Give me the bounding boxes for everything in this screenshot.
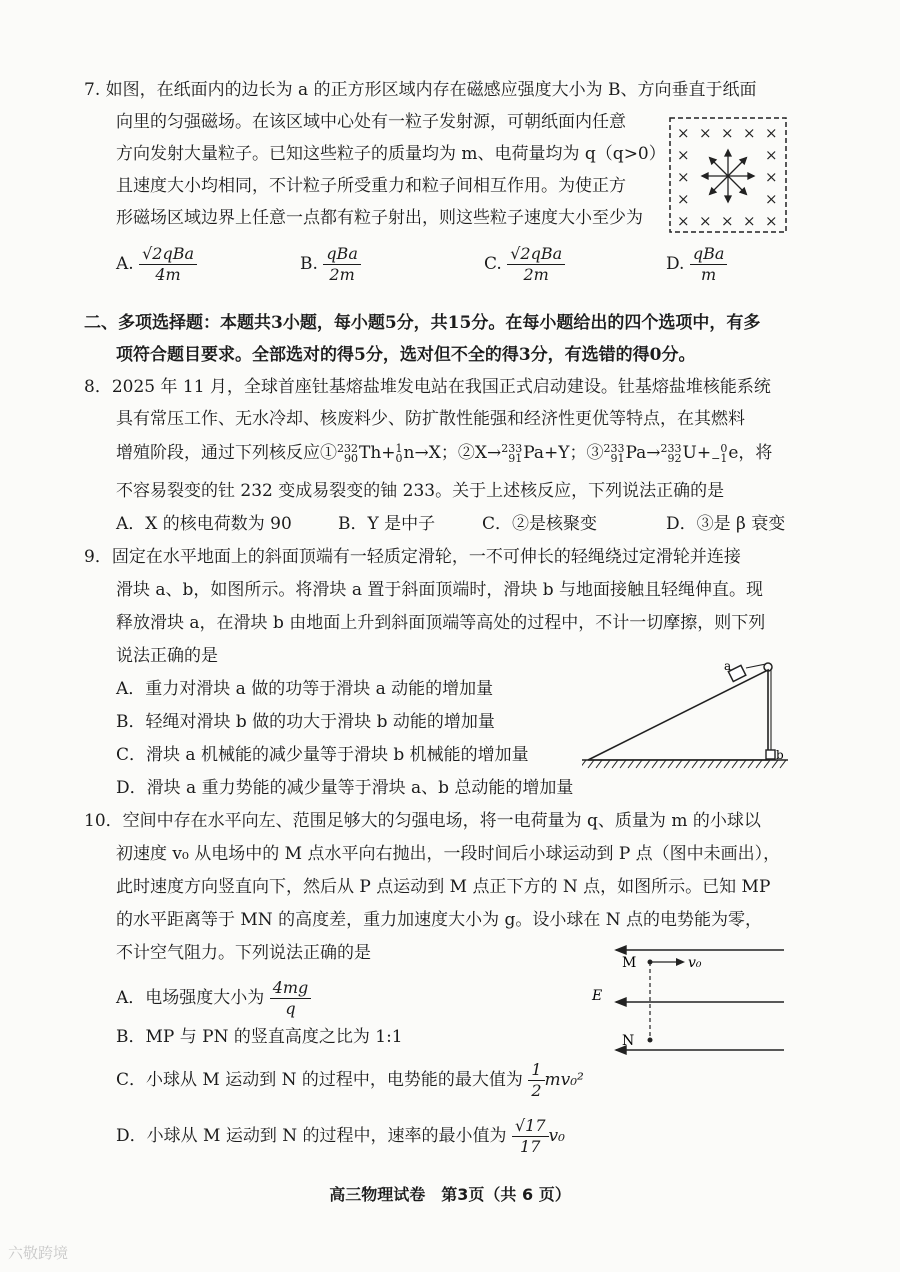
q9-option-a[interactable]: A．重力对滑块 a 做的功等于滑块 a 动能的增加量 bbox=[116, 679, 494, 699]
label-N: N bbox=[622, 1033, 635, 1049]
field-cross: × bbox=[677, 146, 690, 164]
fraction: $\frac{\text{qBa}}{2m}$ bbox=[323, 244, 361, 285]
q8-option-a[interactable]: A．X 的核电荷数为 90 bbox=[116, 514, 292, 534]
fraction: $\frac{\text{qBa}}{m}$ bbox=[690, 244, 728, 285]
q7-line-1: 7. 如图，在纸面内的边长为 a 的正方形区域内存在磁感应强度大小为 B、方向垂直于纸面 bbox=[84, 80, 757, 100]
field-cross: × bbox=[743, 212, 756, 230]
q9-line-1: 9．固定在水平地面上的斜面顶端有一轻质定滑轮，一不可伸长的轻绳绕过定滑轮并连接 bbox=[84, 547, 741, 567]
field-cross: × bbox=[765, 212, 778, 230]
field-cross: × bbox=[699, 124, 712, 142]
q7-line-4: 且速度大小均相同，不计粒子所受重力和粒子间相互作用。为使正方 bbox=[116, 176, 626, 196]
q9-line-3: 释放滑块 a，在滑块 b 由地面上升到斜面顶端等高处的过程中，不计一切摩擦，则下列 bbox=[116, 613, 766, 633]
electric-field-figure bbox=[586, 936, 786, 1058]
label-M: M bbox=[622, 955, 637, 971]
q8-option-b[interactable]: B．Y 是中子 bbox=[338, 514, 436, 534]
label-b: b bbox=[776, 748, 784, 762]
fraction: $\frac{\text{√2qBa}}{4m}$ bbox=[139, 244, 197, 285]
ground-hatch bbox=[684, 760, 690, 768]
ground-hatch bbox=[652, 760, 658, 768]
q9-option-b[interactable]: B．轻绳对滑块 b 做的功大于滑块 b 动能的增加量 bbox=[116, 712, 495, 732]
ray-arrowhead bbox=[725, 196, 731, 202]
ground-hatch bbox=[724, 760, 730, 768]
option-label: B. bbox=[300, 254, 318, 274]
field-cross: × bbox=[721, 124, 734, 142]
magnetic-field-figure bbox=[668, 116, 788, 234]
ray-arrowhead bbox=[702, 173, 708, 179]
ray-arrowhead bbox=[748, 173, 754, 179]
field-cross: × bbox=[677, 190, 690, 208]
q10-option-d[interactable]: D．小球从 M 运动到 N 的过程中，速率的最小值为 $\frac{√17}{17}$ v₀ bbox=[116, 1116, 565, 1156]
incline-pulley-figure bbox=[582, 656, 788, 772]
q10-option-b[interactable]: B．MP 与 PN 的竖直高度之比为 1:1 bbox=[116, 1027, 403, 1047]
ground-hatch bbox=[716, 760, 722, 768]
option-label: C. bbox=[484, 254, 502, 274]
q7-option-c[interactable] bbox=[484, 244, 565, 285]
q8-line-3: 增殖阶段，通过下列核反应① 232 90 Th+ 1 0 n→X；②X→ 233 91 Pa+Y；③ 233 91 Pa→ 233 92 U+ 0 −1 e，将 bbox=[116, 441, 773, 465]
ground-hatch bbox=[668, 760, 674, 768]
label-v0: v₀ bbox=[688, 955, 702, 971]
field-cross: × bbox=[765, 168, 778, 186]
page-footer: 高三物理试卷 第3页（共 6 页） bbox=[329, 1185, 571, 1204]
ground-hatch bbox=[764, 760, 770, 768]
q10-option-c[interactable]: C．小球从 M 运动到 N 的过程中，电势能的最大值为 $\frac{1}{2}$ mv₀² bbox=[116, 1060, 584, 1100]
q10-line-4: 的水平距离等于 MN 的高度差，重力加速度大小为 g。设小球在 N 点的电势能为零， bbox=[116, 910, 763, 930]
field-cross: × bbox=[677, 168, 690, 186]
field-cross: × bbox=[721, 212, 734, 230]
q10-option-a[interactable]: A．电场强度大小为 $\frac{4mg}{q}$ bbox=[116, 978, 311, 1019]
q7-option-a[interactable] bbox=[116, 244, 197, 285]
ground-hatch bbox=[596, 760, 602, 768]
field-cross: × bbox=[765, 146, 778, 164]
q7-line-3: 方向发射大量粒子。已知这些粒子的质量均为 m、电荷量均为 q（q>0） bbox=[116, 144, 666, 164]
fraction: $\frac{4mg}{q}$ bbox=[270, 978, 312, 1019]
ground-hatch bbox=[588, 760, 594, 768]
ground-hatch bbox=[604, 760, 610, 768]
field-cross: × bbox=[677, 212, 690, 230]
field-cross: × bbox=[743, 124, 756, 142]
ground-hatch bbox=[756, 760, 762, 768]
q10-line-3: 此时速度方向竖直向下，然后从 P 点运动到 M 点正下方的 N 点，如图所示。已知 MP bbox=[116, 877, 771, 897]
ray-arrowhead bbox=[725, 150, 731, 156]
option-label: D. bbox=[666, 254, 685, 274]
q8-line-1: 8．2025 年 11 月，全球首座钍基熔盐堆发电站在我国正式启动建设。钍基熔盐堆核能系统 bbox=[84, 377, 771, 397]
ground-hatch bbox=[700, 760, 706, 768]
option-label: A. bbox=[116, 254, 134, 274]
ground-hatch bbox=[636, 760, 642, 768]
ground-hatch bbox=[732, 760, 738, 768]
ground-hatch bbox=[620, 760, 626, 768]
field-cross: × bbox=[765, 190, 778, 208]
q10-line-5: 不计空气阻力。下列说法正确的是 bbox=[116, 943, 371, 963]
q7-line-2: 向里的匀强磁场。在该区域中心处有一粒子发射源，可朝纸面内任意 bbox=[116, 112, 626, 132]
fraction: $\frac{1}{2}$ bbox=[528, 1060, 544, 1101]
q9-line-2: 滑块 a、b，如图所示。将滑块 a 置于斜面顶端时，滑块 b 与地面接触且轻绳伸直。现 bbox=[116, 580, 764, 600]
q8-option-d[interactable]: D．③是 β 衰变 bbox=[666, 514, 786, 534]
ground-hatch bbox=[692, 760, 698, 768]
ground-hatch bbox=[644, 760, 650, 768]
q7-option-b[interactable] bbox=[300, 244, 361, 285]
q9-line-4: 说法正确的是 bbox=[116, 646, 218, 666]
ground-hatch bbox=[582, 760, 586, 768]
ground-hatch bbox=[740, 760, 746, 768]
field-cross: × bbox=[699, 212, 712, 230]
q8-option-c[interactable]: C．②是核聚变 bbox=[482, 514, 598, 534]
ground-hatch bbox=[708, 760, 714, 768]
q8-line-2: 具有常压工作、无水冷却、核废料少、防扩散性能强和经济性更优等特点，在其燃料 bbox=[116, 409, 745, 429]
watermark: 六敬跨境 bbox=[8, 1244, 69, 1262]
ground-hatch bbox=[676, 760, 682, 768]
section2-line-2: 项符合题目要求。全部选对的得5分，选对但不全的得3分，有选错的得0分。 bbox=[116, 345, 696, 365]
label-a: a bbox=[724, 659, 732, 673]
field-cross: × bbox=[677, 124, 690, 142]
q7-option-d[interactable] bbox=[666, 244, 727, 285]
fraction: $\frac{\text{√2qBa}}{2m}$ bbox=[507, 244, 565, 285]
fraction: $\frac{√17}{17}$ bbox=[512, 1116, 549, 1157]
field-cross: × bbox=[765, 124, 778, 142]
ground-hatch bbox=[612, 760, 618, 768]
q10-line-1: 10．空间中存在水平向左、范围足够大的匀强电场，将一电荷量为 q、质量为 m 的小球以 bbox=[84, 811, 761, 831]
q9-option-d[interactable]: D．滑块 a 重力势能的减少量等于滑块 a、b 总动能的增加量 bbox=[116, 778, 574, 798]
q7-line-5: 形磁场区域边界上任意一点都有粒子射出，则这些粒子速度大小至少为 bbox=[116, 208, 643, 228]
q9-option-c[interactable]: C．滑块 a 机械能的减少量等于滑块 b 机械能的增加量 bbox=[116, 745, 529, 765]
section2-line-1: 二、多项选择题：本题共3小题，每小题5分，共15分。在每小题给出的四个选项中，有多 bbox=[84, 313, 761, 333]
q8-line-4: 不容易裂变的钍 232 变成易裂变的铀 233。关于上述核反应，下列说法正确的是 bbox=[116, 481, 725, 501]
label-E: E bbox=[592, 988, 603, 1004]
ground-hatch bbox=[748, 760, 754, 768]
q10-line-2: 初速度 v₀ 从电场中的 M 点水平向右抛出，一段时间后小球运动到 P 点（图中未画出）， bbox=[116, 844, 781, 864]
ground-hatch bbox=[660, 760, 666, 768]
ground-hatch bbox=[628, 760, 634, 768]
